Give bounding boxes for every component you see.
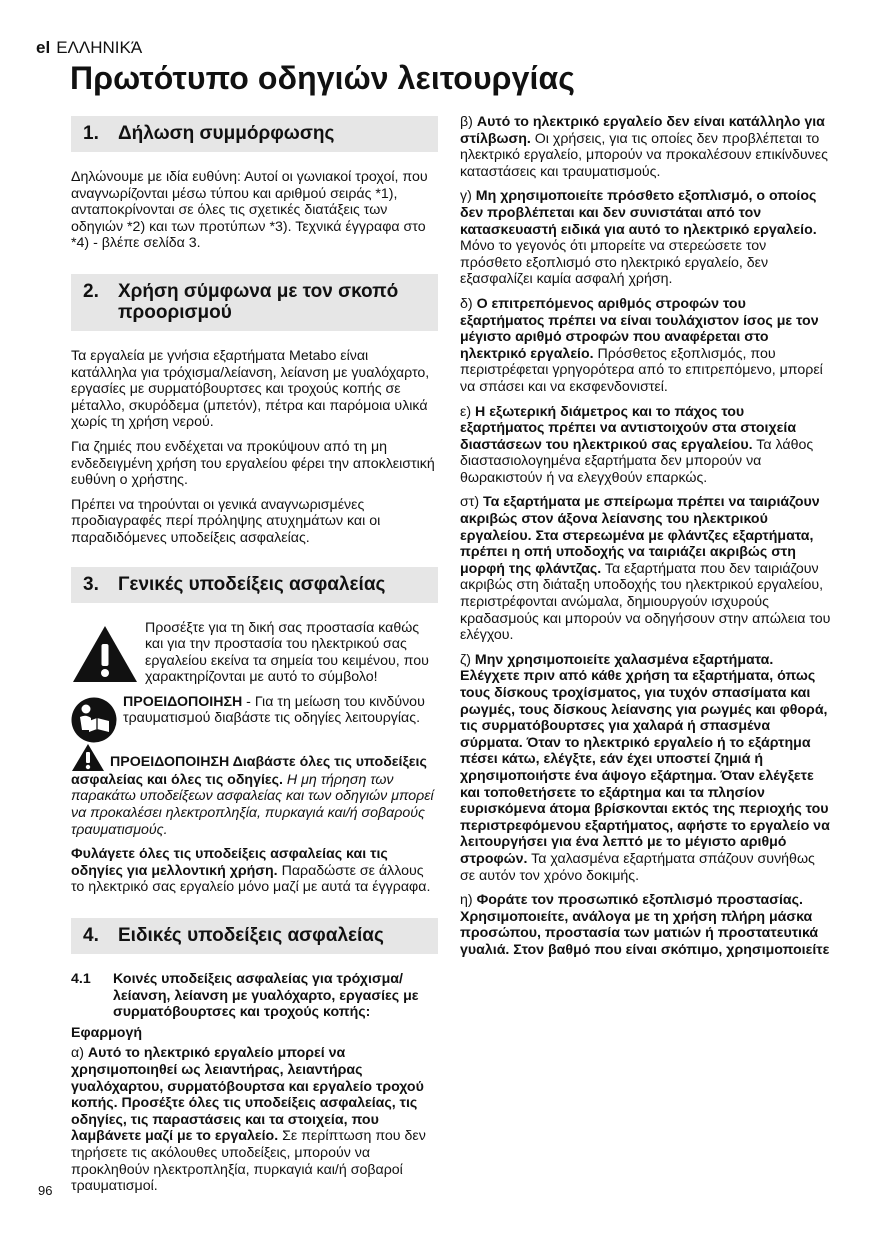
item-d-paragraph	[460, 296, 832, 396]
item-e-paragraph	[460, 404, 832, 487]
item-text: Μόνο το γεγονός ότι μπορείτε να στερεώσετε τον πρόσθετο εξοπλισμό στο ηλεκτρικό εργαλείο, δεν εξασφαλίζει καμία ασφαλή χρήση.	[460, 238, 769, 288]
item-bold-text: Ο επιτρεπόμενος αριθμός στροφών του εξαρτήματος πρέπει να είναι τουλάχιστον ίσος με τον μέγιστο αριθμό στροφών που αναφέρεται στο ηλεκτρικό εργαλείο.	[460, 295, 819, 362]
item-b-paragraph	[460, 114, 832, 180]
read-all-warning-paragraph	[71, 743, 438, 838]
item-bold-text: Αυτό το ηλεκτρικό εργαλείο μπορεί να χρησιμοποιηθεί ως λειαντήρας, λειαντήρας γυαλόχαρτου, συρματόβουρτσα και εργαλείο τροχού κοπής. Προσέξτε όλες τις υποδείξεις ασφαλείας, τις οδηγίες, τις παραστάσεις και τα στοιχεία, που λαμβάνετε μαζί με το εργαλείο.	[71, 1045, 424, 1145]
keep-instructions-paragraph	[71, 846, 438, 896]
item-g-paragraph	[460, 652, 832, 884]
item-text: Οι χρήσεις, για τις οποίες δεν προβλέπεται το ηλεκτρικό εργαλείο, μπορούν να προκαλέσουν επικίνδυνες καταστάσεις και τραυματισμούς.	[460, 130, 828, 180]
item-label: η)	[460, 892, 477, 909]
subsection-title: Κοινές υποδείξεις ασφαλείας για τρόχισμα/λείανση, λείανση με γυαλόχαρτο, εργασίες με συρματόβουρτσες και τροχούς κοπής:	[113, 971, 419, 1021]
warning-text: - Για τη μείωση του κινδύνου τραυματισμού διαβάστε τις οδηγίες λειτουργίας.	[123, 693, 425, 727]
keep-bold-text: Φυλάγετε όλες τις υποδείξεις ασφαλείας και τις οδηγίες για μελλοντική χρήση.	[71, 846, 388, 879]
section-title: Χρήση σύμφωνα με τον σκοπό προορισμού	[118, 280, 399, 323]
warning-bold-text: ΠΡΟΕΙΔΟΠΟΙΗΣΗ Διαβάστε όλες τις υποδείξεις ασφαλείας και όλες τις οδηγίες.	[71, 753, 427, 788]
item-bold-text: Η εξωτερική διάμετρος και το πάχος του εξαρτήματος πρέπει να αντιστοιχούν στα στοιχεία διαστάσεων του ηλεκτρικού σας εργαλείου.	[460, 403, 797, 453]
language-name: ΕΛΛΗΝΙΚΆ	[56, 38, 143, 57]
warning-triangle-icon	[71, 624, 139, 684]
subsection-number: 4.1	[71, 971, 91, 988]
item-f-paragraph	[460, 494, 832, 643]
read-manual-block	[71, 694, 438, 727]
section-2-heading	[71, 274, 438, 331]
item-bold-text: Μη χρησιμοποιείτε πρόσθετο εξοπλισμό, ο οποίος δεν προβλέπεται και δεν συνιστάται από τον κατασκευαστή ειδικά για αυτό το ηλεκτρικό εργαλείο.	[460, 188, 817, 238]
section-4-heading	[71, 918, 438, 954]
keep-text: Παραδώστε σε άλλους το ηλεκτρικό σας εργαλείο μόνο μαζί με αυτά τα έγγραφα.	[71, 862, 431, 896]
regulations-paragraph: Πρέπει να τηρούνται οι γενικά αναγνωρισμένες προδιαγραφές περί πρόληψης ατυχημάτων και οι παραδιδόμενες υποδείξεις ασφαλείας.	[71, 496, 381, 546]
section-title: Ειδικές υποδείξεις ασφαλείας	[118, 925, 384, 947]
subsection-4-1-heading	[71, 971, 438, 1021]
right-column	[460, 114, 832, 967]
item-bold-text: Φοράτε τον προσωπικό εξοπλισμό προστασίας. Χρησιμοποιείτε, ανάλογα με τη χρήση πλήρη μάσκα προσώπου, προστασία των ματιών ή προστατευτικά γυαλιά. Στον βαθμό που είναι σκόπιμο, χρησιμοποιείτε	[460, 892, 830, 958]
section-3-heading	[71, 567, 438, 603]
warning-label: ΠΡΟΕΙΔΟΠΟΙΗΣΗ	[123, 693, 243, 710]
section-number: 4.	[83, 925, 99, 947]
language-code: el	[36, 38, 51, 57]
section-title: Δήλωση συμμόρφωσης	[118, 123, 335, 144]
left-column	[71, 114, 438, 1203]
item-text: Σε περίπτωση που δεν τηρήσετε τις ακόλουθες υποδείξεις, μπορούν να προκληθούν ηλεκτροπληξία, πυρκαγιά και/ή σοβαροί τραυματισμοί.	[71, 1128, 426, 1195]
item-bold-text: Μην χρησιμοποιείτε χαλασμένα εξαρτήματα. Ελέγχετε πριν από κάθε χρήση τα εξαρτήματα, όπως τους δίσκους τροχίσματος, για τυχόν σπασίματα και ρωγμές, τους δίσκους λείανσης για ρωγμές και φθορά, τις συρματόβουρτσες για χαλαρά ή σπασμένα σύρματα. Όταν το ηλεκτρικό εργαλείο ή το εξάρτημα πέσει κάτω, ελέγξτε, εάν έχει υποστεί ζημιά ή χρησιμοποιήστε ένα άψογο εξάρτημα. Όταν ελέγξετε και τοποθετήσετε το εξάρτημα και τα πλησίον ευρισκόμενα άτομα βρίσκονται εκτός της περιοχής του περιστρεφόμενου εξαρτήματος, αφήστε το εργαλείο να λειτουργήσει για ένα λεπτό με το μέγιστο αριθμό στροφών.	[460, 651, 830, 867]
item-text: Πρόσθετος εξοπλισμός, που περιστρέφεται γρηγορότερα από το επιτρεπόμενο, μπορεί να σπάσει και να εκσφενδονιστεί.	[460, 345, 823, 395]
item-label: γ)	[460, 188, 476, 205]
application-subheading: Εφαρμογή	[71, 1024, 143, 1041]
item-text: Τα λάθος διαστασιολογημένα εξαρτήματα δεν μπορούν να θωρακιστούν ή να ελεγχθούν επαρκώς.	[460, 436, 814, 486]
section-number: 2.	[83, 280, 99, 302]
language-label	[36, 38, 142, 58]
attention-block	[71, 620, 438, 686]
item-c-paragraph	[460, 188, 832, 288]
section-1-heading	[71, 116, 438, 152]
item-text: Τα χαλασμένα εξαρτήματα σπάζουν συνήθως σε αυτόν τον χρόνο δοκιμής.	[460, 850, 815, 884]
item-label: στ)	[460, 494, 484, 511]
attention-paragraph: Προσέξτε για τη δική σας προστασία καθώς και για την προστασία του ηλεκτρικού σας εργαλείου εκείνα τα σημεία του κειμένου, που χαρακτηρίζονται με αυτό το σύμβολο!	[145, 619, 429, 686]
declaration-paragraph: Δηλώνουμε με ιδία ευθύνη: Αυτοί οι γωνιακοί τροχοί, που αναγνωρίζονται μέσω τύπου και αριθμού σειράς *1), ανταποκρίνονται σε όλες τις σχετικές διατάξεις των οδηγιών *2) και των προτύπων *3). Τεχνικά έγγραφα στο *4) - βλέπε σελίδα 3.	[71, 169, 428, 252]
item-h-paragraph	[460, 892, 832, 958]
item-bold-text: Αυτό το ηλεκτρικό εργαλείο δεν είναι κατάλληλο για στίλβωση.	[460, 114, 825, 147]
page-number: 96	[38, 1183, 53, 1198]
section-title: Γενικές υποδείξεις ασφαλείας	[118, 573, 386, 595]
read-manual-icon	[71, 697, 117, 743]
item-text: Τα εξαρτήματα που δεν ταιριάζουν ακριβώς στη διάταξη υποδοχής του ηλεκτρικού εργαλείου, περιστρέφονται ανώμαλα, δημιουργούν ισχυρούς κραδασμούς και μπορούν να οδηγήσουν στην απώλεια του ελέγχου.	[460, 560, 831, 644]
item-label: ε)	[460, 403, 475, 420]
read-manual-paragraph	[71, 694, 438, 727]
warning-triangle-icon	[71, 743, 105, 772]
intended-use-paragraph: Τα εργαλεία με γνήσια εξαρτήματα Metabo είναι κατάλληλα για τρόχισμα/λείανση, λείανση με γυαλόχαρτο, εργασίες με συρματόβουρτσες και τροχούς κοπής σε μέταλλο, σκυρόδεμα (μπετόν), πέτρα και παρόμοια υλικά χωρίς τη χρήση νερού.	[71, 347, 430, 431]
page-title: Πρωτότυπο οδηγιών λειτουργίας	[70, 60, 575, 96]
item-bold-text: Τα εξαρτήματα με σπείρωμα πρέπει να ταιριάζουν ακριβώς στον άξονα λείανσης του ηλεκτρικού εργαλείου. Στα στερεωμένα με φλάντζες εξαρτήματα, πρέπει η οπή υποδοχής να ταιριάζει ακριβώς στη μορφή της φλάντζας.	[460, 494, 820, 577]
liability-paragraph: Για ζημιές που ενδέχεται να προκύψουν από τη μη ενδεδειγμένη χρήση του εργαλείου φέρει την αποκλειστική ευθύνη ο χρήστης.	[71, 438, 435, 489]
section-number: 1.	[83, 123, 99, 144]
section-number: 3.	[83, 573, 99, 595]
warning-italic-text: Η μη τήρηση των παρακάτω υποδείξεων ασφαλείας και των οδηγιών μπορεί να προκαλέσει ηλεκτροπληξία, πυρκαγιά και/ή σοβαρούς τραυματισμούς.	[71, 771, 434, 838]
item-label: α)	[71, 1045, 88, 1062]
item-label: δ)	[460, 295, 477, 312]
item-label: β)	[460, 114, 477, 130]
item-a-paragraph	[71, 1045, 438, 1194]
item-label: ζ)	[460, 651, 475, 668]
